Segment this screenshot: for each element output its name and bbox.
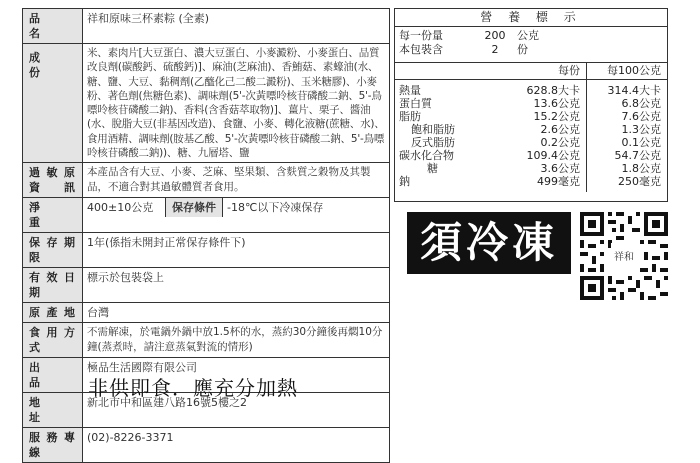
maker-key: 出 品 (23, 358, 83, 393)
nutrient-per-100g: 7.6公克 (621, 110, 661, 123)
nutrition-facts-panel (394, 8, 668, 202)
keep-frozen-badge: 須冷凍 (407, 212, 571, 274)
nutrient-per-100g: 250毫克 (618, 175, 661, 188)
nutrient-per-100g: 1.8公克 (621, 162, 661, 175)
expiry-value: 標示於包裝袋上 (83, 268, 390, 303)
address-key: 地 址 (23, 393, 83, 428)
allergen-key: 過敏原資訊 (23, 163, 83, 198)
serving-unit: 公克 (517, 29, 539, 42)
nutrient-per-serving: 0.2公克 (540, 136, 580, 149)
nutrient-name: 蛋白質 (399, 97, 432, 110)
product-name-key: 品 名 (23, 9, 83, 44)
nutrient-name: 碳水化合物 (399, 149, 454, 162)
nutrient-per-100g: 54.7公克 (614, 149, 661, 162)
nutrient-name: 糖 (427, 162, 438, 175)
serving-label: 每一份量 (399, 29, 443, 42)
heating-notice: 非供即食．應充分加熱 (88, 376, 298, 400)
nutrient-per-serving: 2.6公克 (540, 123, 580, 136)
nutrient-name: 脂肪 (399, 110, 421, 123)
nutrient-name: 鈉 (399, 175, 410, 188)
shelf-life-key: 保存期限 (23, 233, 83, 268)
storage-value: -18℃以下冷凍保存 (227, 201, 324, 215)
nutrient-per-serving: 109.4公克 (526, 149, 580, 162)
phone-value: (02)-8226-3371 (83, 428, 390, 463)
col-per-100g: 每100公克 (607, 64, 661, 77)
nutrient-per-serving: 13.6公克 (533, 97, 580, 110)
maker-value: 極品生活國際有限公司 (83, 358, 390, 393)
method-value: 不需解凍，於電鍋外鍋中放1.5杯的水，蒸約30分鐘後再燜10分鐘(蒸煮時，請注意蒸氣對流的情形) (83, 323, 390, 358)
shelf-life-value: 1年(係指未開封正常保存條件下) (83, 233, 390, 268)
origin-key: 原 產 地 (23, 303, 83, 323)
ingredients-key: 成 份 (23, 44, 83, 163)
col-per-serving: 每份 (505, 63, 587, 79)
nutrition-column-headers (395, 63, 667, 80)
method-key: 食用方式 (23, 323, 83, 358)
nutrient-per-serving: 3.6公克 (540, 162, 580, 175)
allergen-value: 本產品含有大豆、小麥、芝麻、堅果類、含麩質之穀物及其製品，不適合對其過敏體質者食用。 (83, 163, 390, 198)
address-value: 新北市中和區建八路16號5樓之2 (83, 393, 390, 428)
nutrient-per-100g: 314.4大卡 (607, 84, 661, 97)
nutrient-per-serving: 499毫克 (537, 175, 580, 188)
nutrient-per-100g: 0.1公克 (621, 136, 661, 149)
servings-unit: 份 (517, 42, 528, 56)
net-weight-value: 400±10公克 (87, 201, 154, 215)
nutrient-name: 反式脂肪 (411, 136, 455, 149)
product-name-value: 祥和原味三杯素粽 (全素) (83, 9, 390, 44)
servings-label: 本包裝含 (399, 42, 443, 56)
origin-value: 台灣 (83, 303, 390, 323)
nutrient-name: 飽和脂肪 (411, 123, 455, 136)
nutrient-per-serving: 15.2公克 (533, 110, 580, 123)
net-weight-key: 淨 重 (23, 198, 83, 233)
nutrition-rows (395, 80, 667, 192)
serving-info (395, 27, 667, 63)
net-weight-storage-cell (83, 198, 390, 233)
phone-key: 服務專線 (23, 428, 83, 463)
nutrition-title: 營 養 標 示 (395, 9, 667, 27)
ingredients-value: 米、素肉片[大豆蛋白、濃大豆蛋白、小麥澱粉、小麥蛋白、品質改良劑(碳酸鈣、硫酸鈣)]、麻油(芝麻油)、香鮪菇、素蠔油(水、糖、鹽、大豆、黏稠劑(乙醯化己二酸二澱粉)、玉米糖膠)、小麥粉、著色劑(焦糖色素)、調味劑(5'-次黃嘌呤核苷磷酸二鈉、5'-鳥嘌呤核苷磷酸二鈉)、香料(含香菇萃取物)]、薑片、栗子、醬油(水、脫脂大豆(非基因改造)、食鹽、小麥、轉化液糖(蔗糖、水)、食用酒精、調味劑(胺基乙酸、5'-次黃嘌呤核苷磷酸二鈉、5'-鳥嘌呤核苷磷酸二鈉))、糖、九層塔、鹽 (83, 44, 390, 163)
nutrient-per-serving: 628.8大卡 (526, 84, 580, 97)
qr-center-logo: 祥和 (614, 252, 634, 263)
qr-code-icon (578, 210, 670, 302)
nutrient-per-100g: 6.8公克 (621, 97, 661, 110)
servings-value: 2 (491, 42, 499, 56)
expiry-key: 有效日期 (23, 268, 83, 303)
nutrient-per-100g: 1.3公克 (621, 123, 661, 136)
storage-key: 保存條件 (165, 198, 223, 217)
serving-value: 200 (484, 29, 506, 42)
nutrient-name: 熱量 (399, 84, 421, 97)
